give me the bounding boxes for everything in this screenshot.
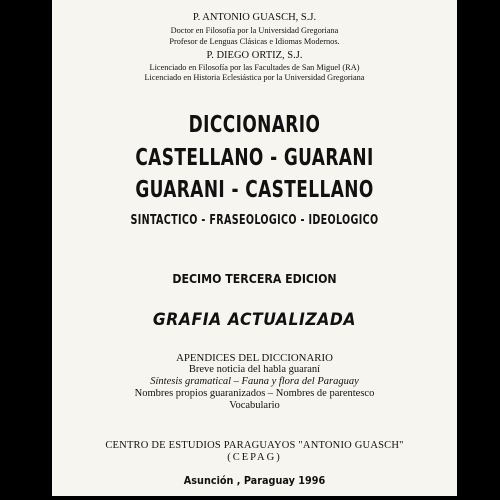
publisher-acronym: (CEPAG) <box>227 452 282 463</box>
edition-label: DECIMO TERCERA EDICION <box>172 271 337 286</box>
appendix-item: Vocabulario <box>229 400 280 411</box>
publisher-name: CENTRO DE ESTUDIOS PARAGUAYOS "ANTONIO GUASCH" <box>105 440 404 451</box>
author-name: P. ANTONIO GUASCH, S.J. <box>192 12 317 23</box>
book-title-line: GUARANI - CASTELLANO <box>135 177 374 203</box>
appendix-item: Síntesis gramatical – Fauna y flora del Paraguay <box>150 376 359 387</box>
book-title-line: CASTELLANO - GUARANI <box>135 145 374 171</box>
author-credential: Profesor de Lenguas Clásicas e Idiomas Modernos. <box>169 37 340 46</box>
author-name: P. DIEGO ORTIZ, S.J. <box>206 50 303 61</box>
appendices-heading: APENDICES DEL DICCIONARIO <box>176 352 333 364</box>
author-credential: Doctor en Filosofía por la Universidad Gregoriana <box>170 26 339 35</box>
orthography-label: GRAFIA ACTUALIZADA <box>152 310 357 330</box>
author-credential: Licenciado en Historia Eclesiástica por la Universidad Gregoriana <box>144 73 365 82</box>
title-page <box>52 0 457 496</box>
appendix-item: Nombres propios guaranizados – Nombres de parentesco <box>134 388 375 399</box>
author-credential: Licenciado en Filosofía por las Facultades de San Miguel (RA) <box>149 63 360 72</box>
book-title-line: DICCIONARIO <box>188 112 321 138</box>
book-subtitle: SINTACTICO - FRASEOLOGICO - IDEOLOGICO <box>130 213 379 228</box>
publication-place-year: Asunción , Paraguay 1996 <box>183 474 326 487</box>
appendix-item: Breve noticia del habla guaraní <box>188 364 321 375</box>
